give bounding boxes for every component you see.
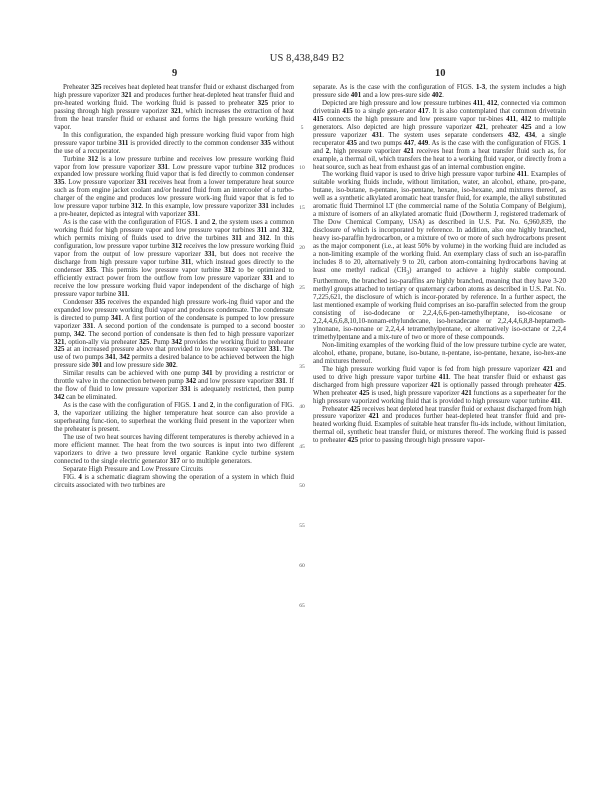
paragraph: [313, 100, 566, 172]
reference-numeral: 1: [194, 218, 198, 227]
reference-numeral: 425: [349, 404, 361, 413]
reference-numeral: 325: [54, 345, 65, 354]
reference-numeral: 415: [342, 106, 353, 115]
reference-numeral: 311: [117, 289, 128, 298]
line-number: 20: [299, 245, 305, 251]
right-text-column: [313, 84, 566, 445]
paragraph: [313, 171, 566, 341]
reference-numeral: 331: [258, 202, 269, 211]
text-run: . A second portion of the condensate is pumped to a second booster pump,: [54, 321, 294, 338]
reference-numeral: 312: [224, 265, 235, 274]
text-run: receives heat from a lower temperature heat source such as from engine jacket coolant and/or heated fluid from an intercooler of a turbo-charger of the engine and produces low pressure work-ing fluid vapor that is fed to low pressure vapor turbine: [54, 178, 294, 211]
line-number: 55: [299, 523, 305, 529]
reference-numeral: 421: [368, 412, 380, 421]
text-run: The high pressure working fluid vapor is fed from high pressure vaporizer: [322, 364, 543, 373]
text-run: receives heat depleted heat transfer fluid or exhaust discharged from high pressure vaporizer: [54, 83, 294, 99]
reference-numeral: 342: [171, 337, 182, 346]
reference-numeral: 325: [91, 83, 102, 91]
text-run: , option-ally via preheater: [64, 337, 140, 346]
reference-numeral: 341: [105, 353, 116, 362]
text-run: and a low pres-sure side: [361, 90, 432, 99]
text-run: . In this configuration, low pressure vapor turbine: [54, 234, 294, 251]
text-run: connects the high pressure and low pressure vapor tur-bines: [323, 114, 507, 123]
paragraph: [313, 342, 566, 366]
left-column-number: 9: [172, 68, 178, 79]
reference-numeral: 312: [281, 226, 293, 235]
reference-numeral: 342: [73, 329, 85, 338]
reference-numeral: 341: [111, 313, 122, 322]
line-number: 60: [299, 563, 305, 569]
reference-numeral: 331: [157, 162, 169, 171]
text-run: , the vaporizer utilizing the higher temperature heat source can also provide a superheating func-tion, to superheat the working fluid present in the vaporizer when the preheater is present.: [54, 409, 294, 433]
text-run: and low pressure vaporizer: [196, 377, 276, 386]
text-run: and: [267, 226, 282, 235]
reference-numeral: 421: [542, 364, 554, 373]
text-run: is provided directly to the common condenser: [128, 138, 261, 147]
text-run: As is the case with the configuration of FIGS.: [63, 401, 193, 410]
reference-numeral: 421: [461, 388, 472, 397]
text-run: , preheater: [486, 122, 522, 131]
reference-numeral: 421: [430, 380, 441, 389]
text-run: , which instead goes directly to the condenser: [54, 257, 294, 274]
reference-numeral: 342: [185, 377, 197, 386]
reference-numeral: 311: [181, 257, 192, 266]
text-run: .: [198, 210, 200, 219]
paragraph: [313, 366, 566, 406]
patent-number-header: US 8,438,849 B2: [269, 53, 345, 64]
text-run: functions as a superheater for the high pressure vaporized working fluid that is provided to high pressure vapor turbine: [313, 388, 566, 405]
text-run: . In this example, low pressure vaporizer: [141, 202, 259, 211]
paragraph: [54, 219, 294, 299]
paragraph: [54, 370, 294, 402]
reference-numeral: 2: [325, 146, 330, 155]
reference-numeral: 411: [550, 396, 561, 405]
text-run: is a low pressure turbine and receives low pressure working fluid vapor from low pressure vaporizer: [54, 154, 295, 171]
reference-numeral: 331: [275, 377, 286, 386]
reference-numeral: 447: [403, 138, 415, 147]
reference-numeral: 312: [87, 154, 99, 163]
text-run: Turbine: [63, 154, 88, 163]
text-run: . If the flow of fluid to low pressure vaporizer: [54, 377, 294, 394]
text-run: ,: [115, 353, 120, 362]
text-run: As is the case with the configuration of FIGS.: [63, 218, 195, 227]
text-run: includes a pre-heater, depicted as integral with vaporizer: [54, 202, 294, 219]
line-number: 45: [299, 444, 305, 450]
reference-numeral: 421: [403, 146, 414, 155]
reference-numeral: 331: [268, 345, 280, 354]
paragraph: [54, 474, 294, 490]
text-run: permits a desired balance to be achieved between the high pressure side: [54, 353, 294, 370]
text-run: is adequately restricted, then pump: [190, 385, 295, 394]
text-run: . The heat transfer fluid or exhaust gas discharged from high pressure vaporizer: [313, 372, 566, 389]
reference-numeral: 331: [204, 250, 215, 259]
text-run: and: [197, 218, 212, 227]
text-run: and two pumps: [356, 138, 404, 147]
text-run: , which permits mixing of fluids used to drive the turbines: [54, 226, 294, 243]
reference-numeral: 1-3: [476, 83, 486, 91]
text-run: can be eliminated.: [64, 393, 117, 402]
line-number: 10: [299, 165, 305, 171]
text-run: . A first portion of the condensate is pumped to low pressure vaporizer: [54, 313, 294, 330]
text-run: receives the low pressure working fluid vapor from the output of low pressure vaporizer: [54, 242, 295, 259]
paragraph: [54, 434, 294, 466]
reference-numeral: 411: [506, 114, 517, 123]
text-run: ) arranged to achieve a highly stable compound. Furthermore, the branched iso-paraffins are highly branched, meaning that they have 3-20 methyl groups attached to tertiary or quaternary carbon atoms as described in U.S. Pat. No. 7,225,621, the disclosure of which is incor-porated by reference. In a further aspect, the last mentioned example of working fluid comprises an iso-paraffin selected from the group consisting of iso-dodecane or 2,2,4,6,6-pen-tamethylheptane, iso-eicosane or 2,2,4,4,6,6,8,10,10-nonam-ethylundecane, iso-hexadecane or 2,2,4,4,6,8,8-heptameth-ylnonane, iso-nonane or 2,2,4,4 tetramethylpentane, or alternatively iso-octane or 2,2,4 trimethylpentane and a mix-ture of two or more of these compounds.: [313, 265, 566, 341]
text-run: and produces further heat-depleted heat transfer fluid and pre-heated working fluid. The working fluid is passed to preheater: [54, 90, 294, 107]
reference-numeral: 2: [209, 401, 214, 410]
text-run: is a schematic diagram showing the operation of a system in which fluid circuits associated with two turbines are: [54, 472, 294, 489]
reference-numeral: 402: [431, 90, 443, 99]
line-number: 5: [300, 125, 304, 131]
reference-numeral: 321: [170, 106, 182, 115]
text-run: . The system uses separate condensers: [382, 130, 508, 139]
text-run: Preheater: [63, 83, 92, 91]
text-run: to be optimized to efficiently extract power from the outflow from low pressure vaporizer: [54, 265, 294, 282]
text-run: and produces further heat-depleted heat transfer fluid and pre-heated working fluid. Examples of suitable heat transfer flu-ids include, without limitation, thermal oil, synthetic heat transfer fluid, or mixtures thereof. The working fluid is passed to preheater: [313, 412, 567, 445]
reference-numeral: 321: [54, 337, 65, 346]
text-run: receives the expanded high pressure work-ing fluid vapor and the expanded low pressure working fluid vapor and produces condensate. The condensate is directed to pump: [54, 297, 294, 322]
reference-numeral: 449: [417, 138, 429, 147]
reference-numeral: 431: [371, 130, 383, 139]
text-run: at an increased pressure above that provided to low pressure vaporizer: [64, 345, 269, 354]
text-run: . When preheater: [313, 380, 566, 397]
text-run: by providing a restrictor or throttle valve in the connection between pump: [54, 369, 294, 386]
text-run: receives heat depleted heat transfer fluid or exhaust discharged from high pressure vaporizer: [313, 404, 566, 421]
reference-numeral: 417: [418, 106, 429, 115]
text-run: without the use of a recuperator.: [54, 138, 295, 155]
text-run: receives heat from a heat transfer fluid such as, for example, a thermal oil, which transfers the heat to a working fluid vapor, or directly from a heat source, such as heat from exhaust gas of an internal combustion engine.: [313, 146, 566, 171]
text-run: ,: [483, 98, 487, 107]
paragraph: [54, 402, 294, 434]
text-run: Condenser: [63, 297, 95, 306]
text-run: ,: [518, 130, 525, 139]
text-run: ,: [516, 114, 521, 123]
reference-numeral: 1: [562, 138, 566, 147]
reference-numeral: 302: [165, 361, 176, 370]
reference-numeral: 301: [91, 361, 103, 370]
subscript: 3: [406, 270, 410, 277]
line-number: 35: [299, 364, 305, 370]
paragraph: [313, 406, 566, 446]
reference-numeral: 311: [231, 234, 242, 243]
text-run: .: [442, 90, 444, 99]
reference-numeral: 411: [517, 170, 528, 179]
text-run: Preheater: [322, 404, 350, 413]
text-run: . Pump: [149, 337, 172, 346]
reference-numeral: 312: [131, 202, 142, 211]
reference-numeral: 425: [347, 436, 359, 445]
text-run: The working fluid vapor is used to drive high pressure vapor turbine: [322, 170, 518, 179]
text-run: The use of two heat sources having different temperatures is thereby achieved in a more efficient manner. The heat from the two sources is input into two different vaporizers to drive a two pressure level organic Rankine cycle turbine system connected to the single electric generator: [54, 432, 294, 465]
reference-numeral: 312: [171, 242, 182, 251]
reference-numeral: 411: [438, 372, 449, 381]
text-run: . Low pressure vapor turbine: [168, 162, 256, 171]
text-run: . Low pressure vaporizer: [64, 178, 137, 187]
text-run: or to multiple generators.: [179, 456, 252, 465]
text-run: and to receive the low pressure working fluid vapor independent of the discharge of high pressure vapor turbine: [54, 273, 294, 298]
reference-numeral: 335: [94, 297, 106, 306]
reference-numeral: 412: [520, 114, 532, 123]
text-run: to a single gen-erator: [352, 106, 419, 115]
reference-numeral: 434: [524, 130, 536, 139]
text-run: . As is the case with the configuration of FIGS.: [428, 138, 563, 147]
paragraph: [313, 84, 566, 100]
paragraph: [54, 156, 294, 220]
text-run: .: [127, 289, 130, 298]
text-run: to multiple generators. Also depicted are high pressure vaporizer: [313, 114, 567, 131]
reference-numeral: 331: [180, 385, 191, 394]
text-run: . Examples of suitable working fluids include, without limitation, water, an alcohol, ethane, pro-pane, butane, iso-butane, n-pentane, iso-pentane, hexane, iso-hexane, and mixtures thereof, as well as a synthetic alkylated aromatic heat transfer fluid, for example, the alkyl substituted aromatic fluid Therminol LT (the commercial name of the Solutia Company of Belgium), a mixture of isomers of an alkylated aromatic fluid (Dowtherm J, registered trademark of The Dow Chemical Company, USA) as described in U.S. Pat. No. 6,960,839, the disclosure of which is incorporated by reference. In addition, also one highly branched, heavy iso-paraffin hydrocarbon, or a mixture of two or more of such hydrocarbons present as the major component (i.e., at least 50% by volume) in the working fluid are included as a non-limiting example of the working fluid. An exemplary class of such an iso-paraffin includes 8 to 20, alternatively 9 to 20, carbon atom-containing hydrocarbons having at least one methyl radical (CH: [313, 170, 567, 274]
reference-numeral: 421: [475, 122, 487, 131]
reference-numeral: 341: [202, 369, 213, 378]
text-run: prior to passing through high pressure vaporizer: [54, 98, 295, 115]
reference-numeral: 425: [553, 380, 565, 389]
text-run: .: [560, 396, 563, 405]
line-number: 65: [299, 603, 305, 609]
reference-numeral: 3: [54, 409, 58, 418]
text-run: separate. As is the case with the configuration of FIGS.: [313, 83, 477, 91]
text-run: Similar results can be achieved with one pump: [63, 369, 203, 378]
reference-numeral: 331: [187, 210, 199, 219]
reference-numeral: 312: [255, 162, 267, 171]
reference-numeral: 411: [473, 98, 484, 107]
reference-numeral: 342: [54, 393, 65, 402]
text-run: . It is also contemplated that common drivetrain: [428, 106, 566, 115]
text-run: , connected via common drivetrain: [313, 98, 566, 115]
reference-numeral: 1: [192, 401, 197, 410]
text-run: Depicted are high pressure and low pressure turbines: [322, 98, 474, 107]
reference-numeral: 335: [85, 265, 97, 274]
reference-numeral: 311: [118, 138, 129, 147]
reference-numeral: 321: [121, 90, 132, 99]
text-run: In this configuration, the expanded high pressure working fluid vapor from high pressure vapor turbine: [54, 130, 294, 147]
reference-numeral: 311: [257, 226, 268, 235]
text-run: and: [196, 401, 210, 410]
reference-numeral: 401: [350, 90, 362, 99]
paragraph: [54, 84, 294, 132]
text-run: Separate High Pressure and Low Pressure Circuits: [63, 464, 203, 473]
reference-numeral: 415: [313, 114, 324, 123]
reference-numeral: 331: [262, 273, 274, 282]
text-run: is used, high pressure vaporizer: [369, 388, 462, 397]
reference-numeral: 312: [258, 234, 270, 243]
text-run: provides the working fluid to preheater: [181, 337, 294, 346]
reference-numeral: 335: [260, 138, 271, 147]
reference-numeral: 412: [486, 98, 498, 107]
text-run: is optionally passed through preheater: [440, 380, 554, 389]
text-run: FIG.: [63, 472, 79, 481]
text-run: , the system includes a high pressure side: [313, 83, 567, 99]
text-run: and: [241, 234, 259, 243]
reference-numeral: 335: [54, 178, 65, 187]
left-text-column: [54, 84, 294, 490]
reference-numeral: 331: [83, 321, 94, 330]
reference-numeral: 325: [257, 98, 269, 107]
text-run: , in the configuration of FIG.: [213, 401, 295, 410]
reference-numeral: 342: [119, 353, 130, 362]
reference-numeral: 425: [521, 122, 532, 131]
reference-numeral: 331: [136, 178, 148, 187]
text-run: produces expanded low pressure working fluid vapor that is fed directly to common condenser: [54, 162, 295, 179]
text-run: . This permits low pressure vapor turbine: [96, 265, 225, 274]
text-run: prior to passing through high pressure vapor-: [358, 436, 485, 445]
line-number: 50: [299, 483, 305, 489]
reference-numeral: 325: [139, 337, 150, 346]
text-run: , but does not receive the discharge from high pressure vapor turbine: [54, 250, 295, 266]
text-run: , high pressure vaporizer: [329, 146, 404, 155]
reference-numeral: 435: [346, 138, 357, 147]
text-run: and a low pressure vaporizer: [313, 122, 566, 139]
text-run: . The second portion of condensate is then fed to high pressure vaporizer: [84, 329, 294, 338]
reference-numeral: 317: [169, 456, 180, 465]
text-run: Non-limiting examples of the working fluid of the low pressure turbine cycle are water, alcohol, ethane, propane, butane, iso-butane, n-pentane, iso-pentane, hexane, iso-hex-ane and mixtures thereof.: [313, 340, 566, 365]
line-number: 25: [299, 285, 305, 291]
paragraph: [54, 299, 294, 371]
text-run: and low pressure side: [102, 361, 166, 370]
text-run: ,: [414, 138, 418, 147]
text-run: and used to drive high pressure vapor turbine: [313, 364, 566, 381]
line-number: 40: [299, 404, 305, 410]
text-run: .: [175, 361, 178, 370]
line-number: 30: [299, 324, 305, 330]
text-run: , which increases the extraction of heat from the heat transfer fluid or exhaust and forms the high pressure working fluid vapor.: [54, 106, 294, 131]
text-run: and: [313, 146, 326, 155]
reference-numeral: 2: [211, 218, 216, 227]
reference-numeral: 425: [359, 388, 370, 397]
reference-numeral: 432: [507, 130, 519, 139]
text-run: , a single recuperator: [313, 130, 566, 147]
line-number: 15: [299, 205, 305, 211]
text-run: . The use of two pumps: [54, 345, 294, 362]
paragraph: [54, 132, 294, 156]
text-run: , the system uses a common working fluid for high pressure vapor and low pressure vapor turbines: [54, 218, 294, 235]
right-column-number: 10: [435, 68, 446, 79]
reference-numeral: 4: [78, 472, 82, 481]
